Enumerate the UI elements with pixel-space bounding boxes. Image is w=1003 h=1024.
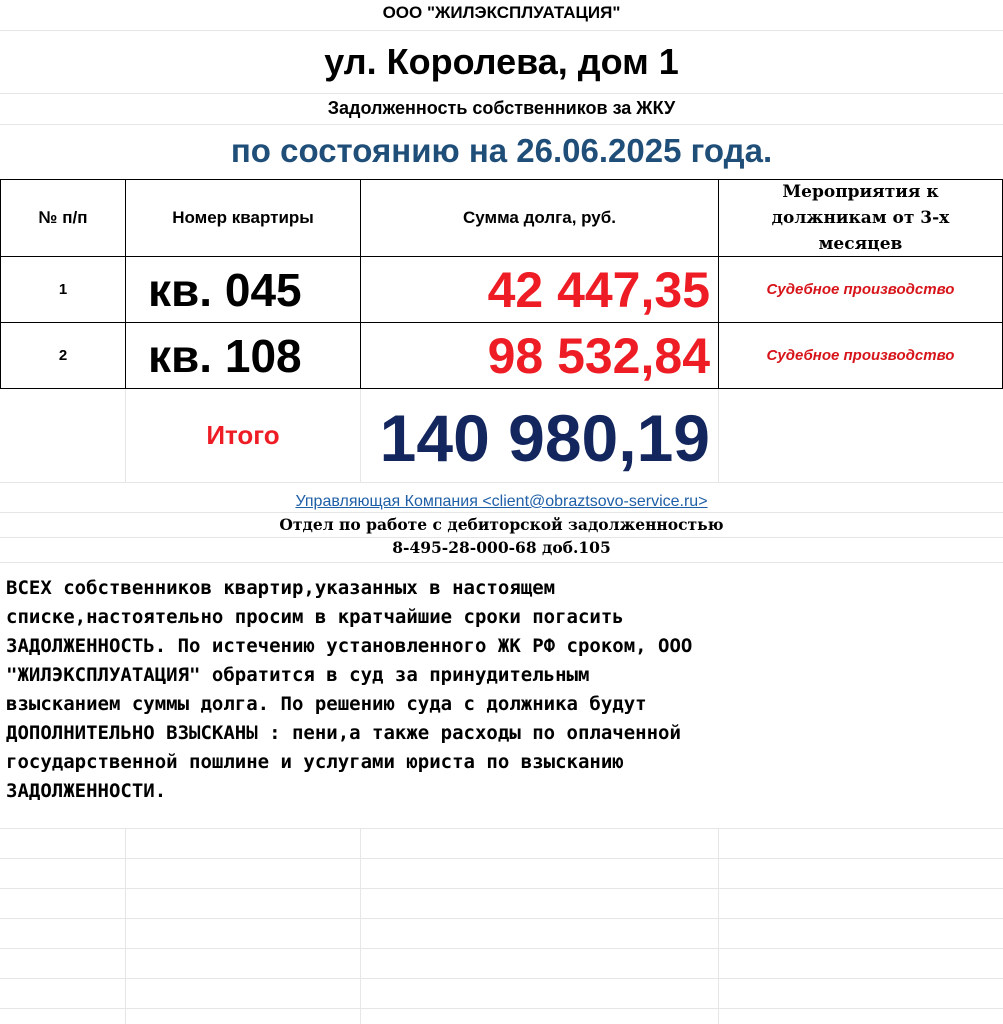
apartment-number: кв. 108	[125, 322, 361, 389]
phone-number: 8-495-28-000-68 доб.105	[392, 538, 611, 557]
total-label: Итого	[206, 420, 280, 450]
debt-action: Судебное производство	[718, 322, 1003, 389]
debt-amount: 42 447,35	[360, 256, 719, 323]
row-number: 2	[0, 322, 126, 389]
notice-line: списке,настоятельно просим в кратчайшие сроки погасить	[6, 606, 624, 628]
notice-line: государственной пошлине и услугами юриста по взысканию	[6, 751, 624, 773]
notice-line: "ЖИЛЭКСПЛУАТАЦИЯ" обратится в суд за принудительным	[6, 664, 590, 686]
debt-amount: 98 532,84	[360, 322, 719, 389]
report-date: по состоянию на 26.06.2025 года.	[230, 132, 773, 169]
column-header-apartment: Номер квартиры	[125, 179, 361, 257]
company-email-link[interactable]: Управляющая Компания <client@obraztsovo-service.ru>	[295, 493, 708, 510]
company-name: ООО "ЖИЛЭКСПЛУАТАЦИЯ"	[382, 3, 621, 22]
notice-line: ВСЕХ собственников квартир,указанных в настоящем	[6, 577, 556, 599]
notice-line: ЗАДОЛЖЕННОСТЬ. По истечению установленного ЖК РФ сроком, ООО	[6, 635, 693, 657]
department-name: Отдел по работе с дебиторской задолженностью	[279, 515, 724, 534]
notice-line: ДОПОЛНИТЕЛЬНО ВЗЫСКАНЫ : пени,а также расходы по оплаченной	[6, 722, 681, 744]
notice-line: взысканием суммы долга. По решению суда с должника будут	[6, 693, 647, 715]
page-subtitle: Задолженность собственников за ЖКУ	[327, 98, 676, 118]
column-header-number: № п/п	[0, 179, 126, 257]
notice-line: ЗАДОЛЖЕННОСТИ.	[6, 780, 167, 802]
column-header-amount: Сумма долга, руб.	[360, 179, 719, 257]
page-title: ул. Королева, дом 1	[324, 41, 679, 82]
column-header-action: Мероприятия к должникам от 3-х месяцев	[718, 179, 1003, 257]
debt-notice	[6, 574, 996, 806]
apartment-number: кв. 045	[125, 256, 361, 323]
total-amount: 140 980,19	[379, 401, 710, 475]
row-number: 1	[0, 256, 126, 323]
debt-action: Судебное производство	[718, 256, 1003, 323]
